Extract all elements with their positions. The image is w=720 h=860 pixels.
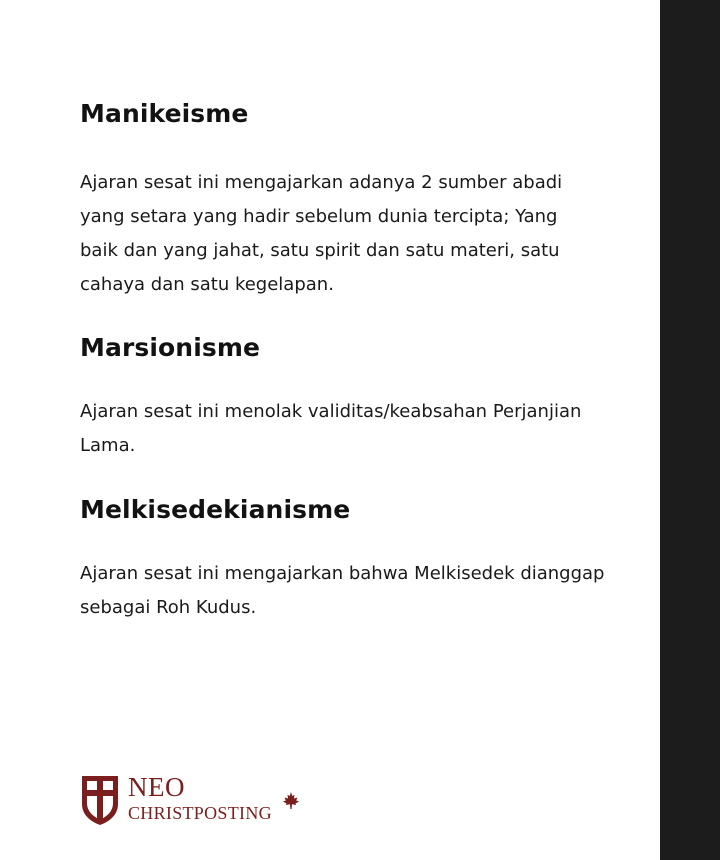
section-title-melkisedekianisme: Melkisedekianisme (80, 495, 351, 524)
maple-leaf-icon (281, 791, 301, 811)
logo-text-neo: NEO (128, 772, 185, 802)
logo-text-christposting: CHRISTPOSTING (128, 803, 272, 823)
document-content (80, 96, 620, 625)
section-body-marsionisme: Ajaran sesat ini menolak validitas/keabsahan Perjanjian Lama. (80, 401, 582, 456)
right-dark-strip (660, 0, 720, 860)
section-body-melkisedekianisme: Ajaran sesat ini mengajarkan bahwa Melkisedek dianggap sebagai Roh Kudus. (80, 563, 605, 618)
shield-cross-icon (80, 774, 120, 826)
section-body-manikeisme: Ajaran sesat ini mengajarkan adanya 2 sumber abadi yang setara yang hadir sebelum dunia tercipta; Yang baik dan yang jahat, satu spirit dan satu materi, satu cahaya dan satu kegelapan. (80, 172, 563, 295)
neo-christposting-logo (80, 772, 340, 828)
section-title-marsionisme: Marsionisme (80, 333, 261, 362)
section-title-manikeisme: Manikeisme (80, 99, 249, 128)
